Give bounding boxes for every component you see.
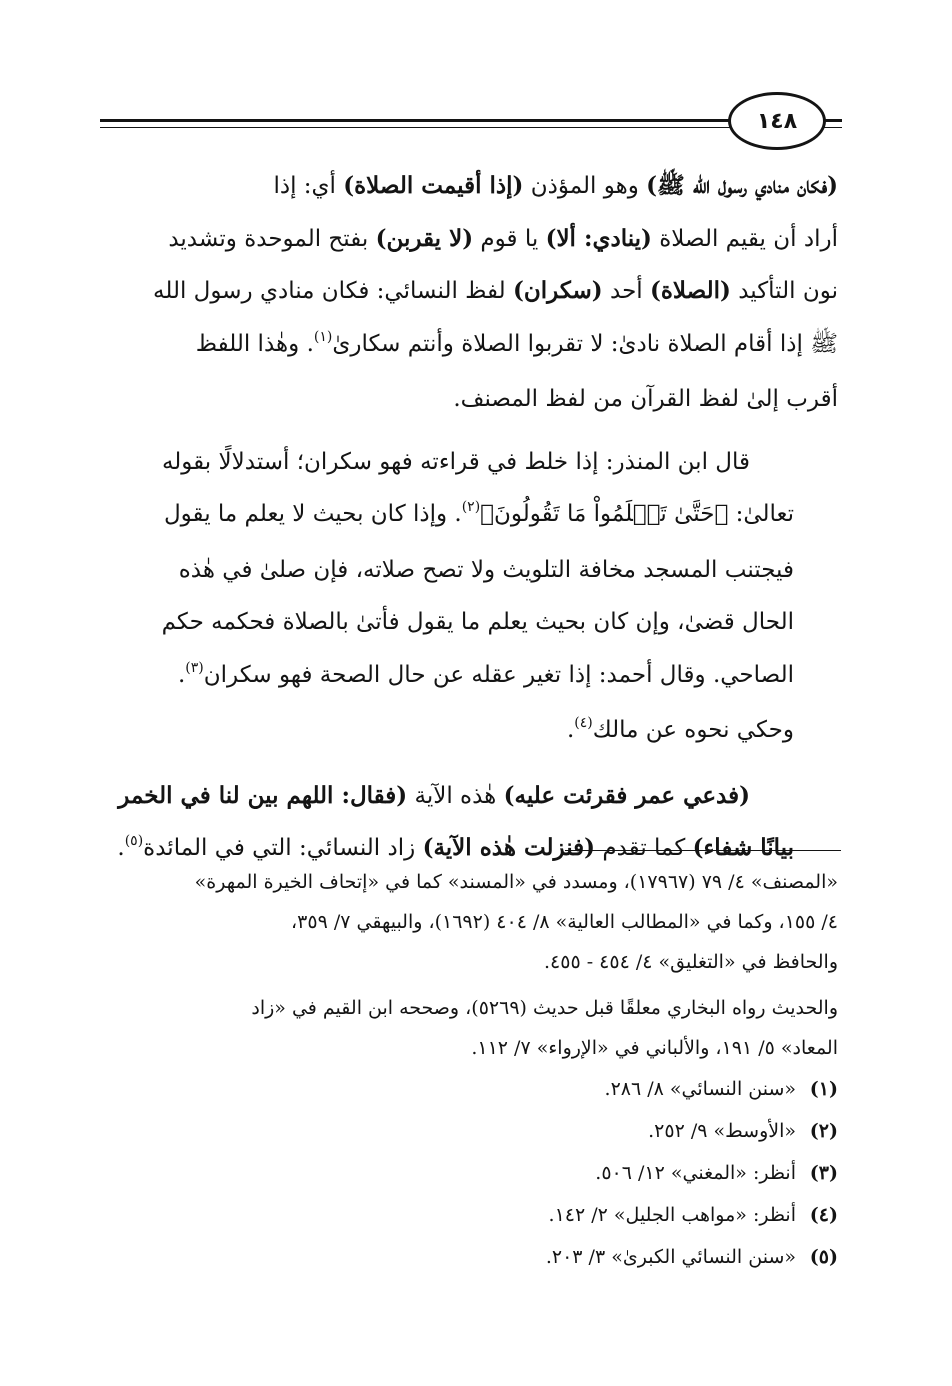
footnotes (108, 862, 838, 1278)
quoted-hadith-text: (الصلاة) (650, 277, 731, 304)
footnote-text: «سنن النسائي» ٨/ ٢٨٦. (604, 1078, 796, 1100)
commentary-text: بفتح الموحدة وتشديد (168, 225, 376, 252)
footnote-line: ٤/ ١٥٥، وكما في «المطالب العالية» ٨/ ٤٠٤ (١٦٩٢)، والبيهقي ٧/ ٣٥٩، (291, 911, 838, 933)
quoted-hadith-text: (فدعي عمر فقرئت عليه) (503, 781, 750, 809)
commentary-text: أراد أن يقيم الصلاة (651, 225, 838, 252)
footnote-item (108, 1068, 838, 1110)
commentary-text: قال ابن المنذر: إذا خلط في قراءته فهو سكران؛ أستدلالًا بقوله (161, 448, 750, 475)
text-line (108, 160, 838, 213)
commentary-text: الحال قضىٰ، وإن كان بحيث يعلم ما يقول فأتىٰ بالصلاة فحكمه حكم (161, 609, 794, 635)
footnote-line: والحديث رواه البخاري معلقًا قبل حديث (٥٢٦٩)، وصححه ابن القيم في «زاد (251, 997, 838, 1019)
commentary-text: . وإذا كان بحيث لا يعلم ما يقول (163, 501, 462, 527)
page-number-badge (728, 92, 826, 150)
page-header (100, 90, 842, 152)
header-rule-thick (100, 119, 740, 122)
commentary-text: وهو المؤذن (523, 173, 647, 199)
quoted-hadith-text: (ينادي: ألا) (545, 224, 652, 252)
footnote-number: (٤) (809, 1204, 838, 1226)
quoted-hadith-text: (فنزلت هٰذه الآية) (422, 834, 596, 861)
text-line (108, 373, 838, 426)
commentary-text: يا قوم (473, 225, 546, 252)
footnote-line: المعاد» ٥/ ١٩١، والألباني في «الإرواء» ٧/ ١١٢. (471, 1037, 838, 1059)
footnote-item (108, 1236, 838, 1278)
commentary-text: . (117, 835, 125, 861)
text-line (108, 213, 838, 266)
commentary-text: كما تقدم (595, 835, 693, 861)
footnote-number: (٥) (809, 1246, 838, 1268)
page-number: ١٤٨ (756, 108, 798, 134)
commentary-text: أقرب إلىٰ لفظ القرآن من لفظ المصنف. (453, 386, 838, 412)
quoted-hadith-text: (لا يقربن) (375, 224, 474, 252)
footnote-text: «سنن النسائي الكبرىٰ» ٣/ ٢٠٣. (545, 1246, 796, 1268)
text-line (108, 649, 838, 705)
commentary-text: ﷺ إذا أقام الصلاة نادىٰ: لا تقربوا الصلاة وأنتم سكارىٰ (332, 330, 838, 357)
footnote-continuation-1 (108, 862, 838, 982)
numbered-footnotes (108, 1068, 838, 1278)
text-line (108, 544, 838, 597)
commentary-text: . (566, 717, 575, 743)
text-line (108, 265, 838, 318)
commentary-text: أحد (602, 278, 650, 304)
text-line (108, 770, 838, 823)
footnote-marker: (١) (313, 328, 333, 345)
text-line (108, 704, 838, 760)
quoted-hadith-text: (إذا أقيمت الصلاة) (343, 172, 524, 199)
text-line (108, 318, 838, 374)
quoted-hadith-text: (سكران) (512, 277, 603, 304)
footnote-line: «المصنف» ٤/ ٧٩ (١٧٩٦٧)، ومسدد في «المسند» كما في «إتحاف الخيرة المهرة» (194, 871, 838, 893)
commentary-text: . (177, 661, 186, 688)
text-line (108, 488, 838, 544)
header-rule-thin (100, 127, 740, 128)
footnote-text: أنظر: «المغني» ١٢/ ٥٠٦. (595, 1162, 796, 1184)
footnote-marker: (٢) (461, 499, 481, 515)
footnote-number: (١) (809, 1078, 838, 1100)
commentary-text: فيجتنب المسجد مخافة التلويث ولا تصح صلاته، فإن صلىٰ في هٰذه (178, 556, 794, 583)
paragraph (108, 436, 838, 760)
text-line (108, 596, 838, 649)
footnote-item (108, 1110, 838, 1152)
commentary-text: وحكي نحوه عن مالك (592, 717, 794, 743)
commentary-text: زاد النسائي: التي في المائدة (143, 835, 423, 861)
footnote-number: (٢) (809, 1120, 838, 1142)
text-line (108, 436, 838, 489)
footnote-text: أنظر: «مواهب الجليل» ٢/ ١٤٢. (548, 1204, 796, 1226)
footnote-separator (565, 850, 841, 851)
quoted-hadith-text: (فكان منادي رسول الله ﷺ) (646, 172, 838, 199)
commentary-text: لفظ النسائي: فكان منادي رسول الله (153, 278, 513, 304)
commentary-text: تعالىٰ: ﴿حَتَّىٰ تَعۡلَمُواْ مَا تَقُولُونَ﴾ (480, 501, 794, 527)
paragraph (108, 160, 838, 426)
footnote-item (108, 1194, 838, 1236)
footnote-continuation-2 (108, 988, 838, 1068)
commentary-text: الصاحي. وقال أحمد: إذا تغير عقله عن حال الصحة فهو سكران (203, 661, 794, 688)
footnote-item (108, 1152, 838, 1194)
footnote-marker: (٣) (185, 659, 204, 676)
quoted-hadith-text: (فقال: اللهم بين لنا في الخمر (118, 781, 408, 809)
footnote-number: (٣) (809, 1162, 838, 1184)
commentary-text: أي: إذا (273, 173, 344, 199)
commentary-text: . وهٰذا اللفظ (195, 330, 314, 357)
commentary-text: هٰذه الآية (407, 782, 504, 809)
footnote-text: «الأوسط» ٩/ ٢٥٢. (648, 1120, 796, 1142)
footnote-marker: (٥) (124, 833, 144, 849)
footnote-marker: (٤) (574, 715, 593, 731)
main-text (108, 160, 838, 888)
quoted-hadith-text: بيانًا شفاء) (692, 834, 794, 861)
footnote-line: والحافظ في «التغليق» ٤/ ٤٥٤ - ٤٥٥. (543, 951, 838, 973)
commentary-text: نون التأكيد (730, 278, 838, 304)
